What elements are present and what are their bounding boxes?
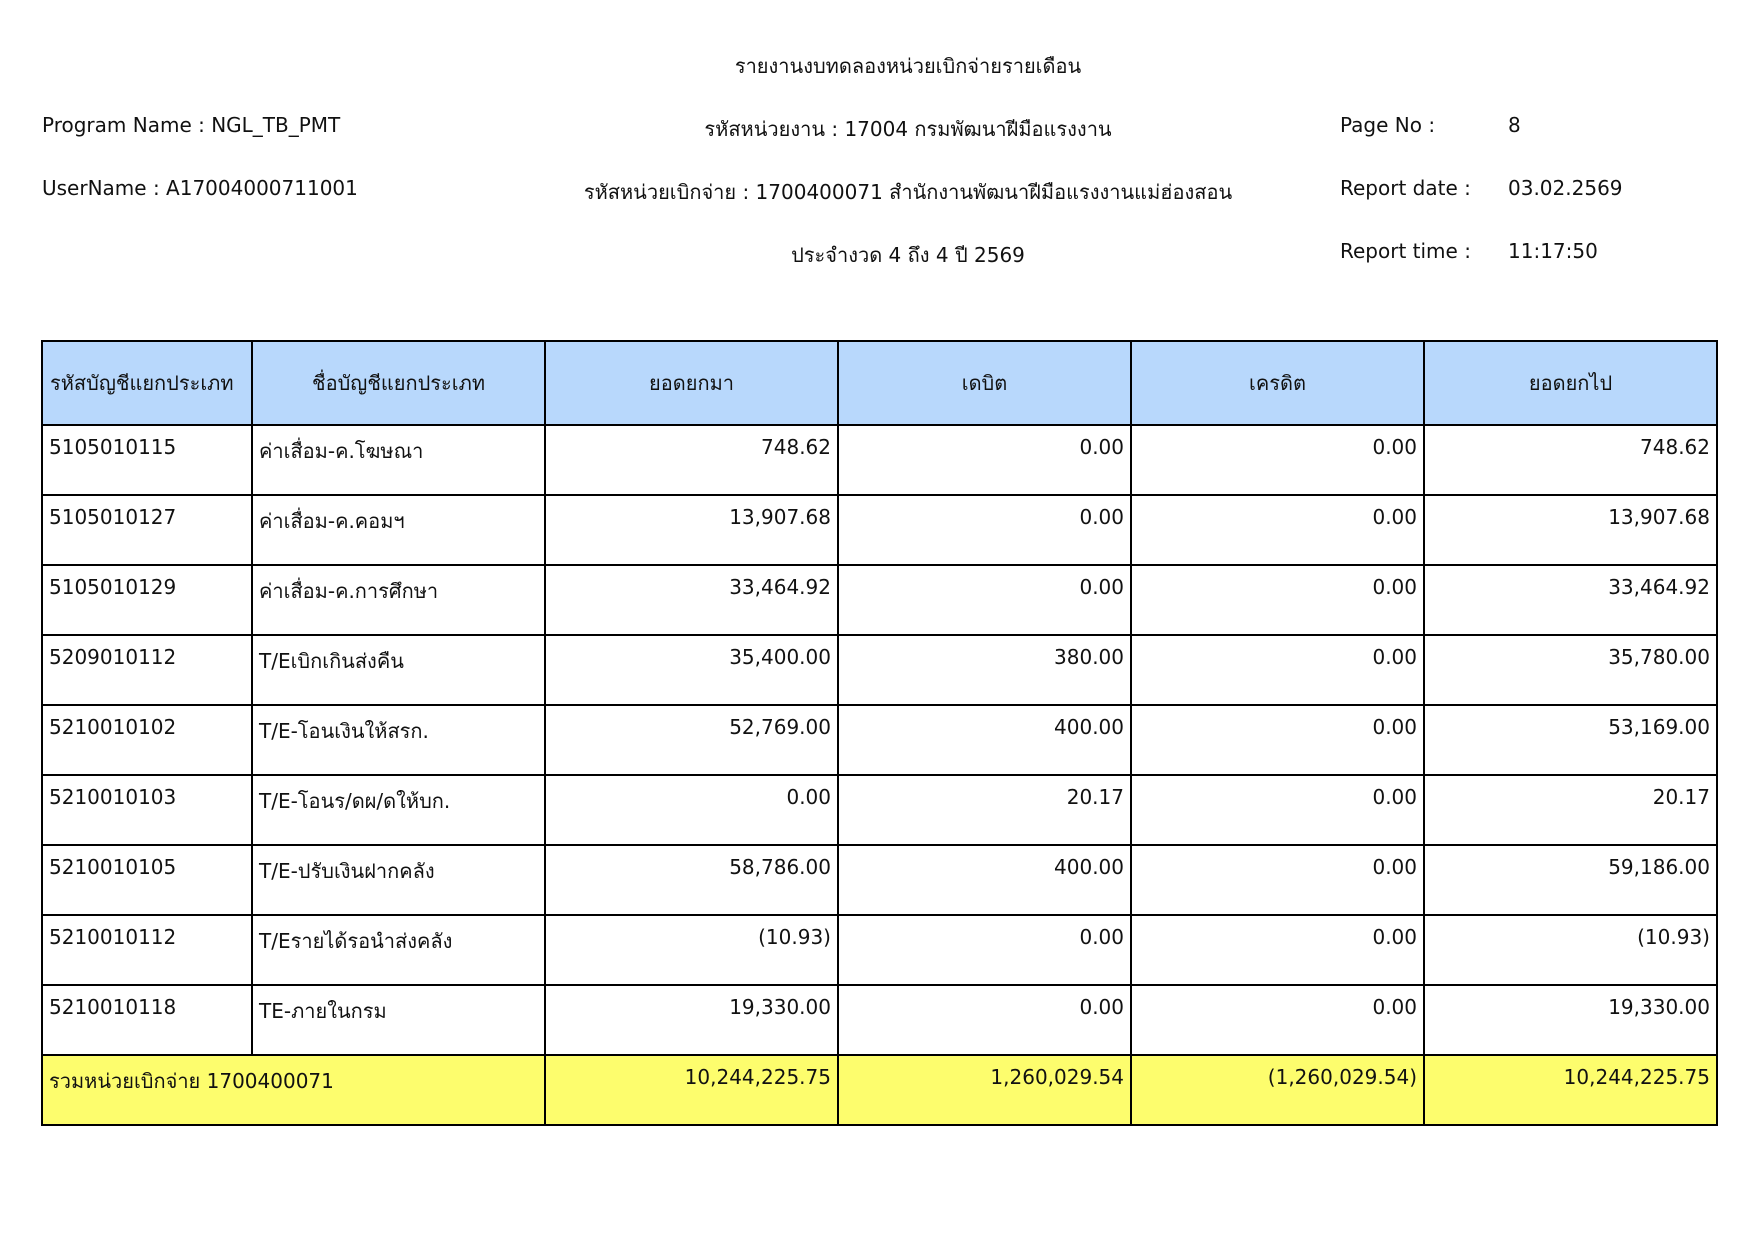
cell-debit: 20.17	[838, 775, 1131, 845]
total-label: รวมหน่วยเบิกจ่าย 1700400071	[42, 1055, 545, 1125]
report-time-label: Report time :	[1340, 239, 1471, 263]
cell-brought-forward: 58,786.00	[545, 845, 838, 915]
cell-debit: 380.00	[838, 635, 1131, 705]
cell-carried-forward: 13,907.68	[1424, 495, 1717, 565]
table-row	[42, 775, 1717, 845]
cell-account-code: 5209010112	[42, 635, 252, 705]
disbursing-unit: รหัสหน่วยเบิกจ่าย : 1700400071 สำนักงานพัฒนาฝีมือแรงงานแม่ฮ่องสอน	[583, 180, 1233, 204]
table-row	[42, 565, 1717, 635]
cell-brought-forward: 35,400.00	[545, 635, 838, 705]
cell-debit: 0.00	[838, 495, 1131, 565]
cell-account-code: 5210010118	[42, 985, 252, 1055]
cell-debit: 0.00	[838, 565, 1131, 635]
total-row	[42, 1055, 1717, 1125]
cell-credit: 0.00	[1131, 425, 1424, 495]
cell-brought-forward: (10.93)	[545, 915, 838, 985]
cell-account-name: T/Eเบิกเกินส่งคืน	[252, 635, 545, 705]
cell-brought-forward: 19,330.00	[545, 985, 838, 1055]
cell-carried-forward: 35,780.00	[1424, 635, 1717, 705]
cell-credit: 0.00	[1131, 495, 1424, 565]
cell-account-name: ค่าเสื่อม-ค.คอมฯ	[252, 495, 545, 565]
cell-debit: 0.00	[838, 425, 1131, 495]
col-header-credit: เครดิต	[1131, 341, 1424, 425]
agency-code: รหัสหน่วยงาน : 17004 กรมพัฒนาฝีมือแรงงาน	[704, 117, 1112, 141]
cell-carried-forward: 19,330.00	[1424, 985, 1717, 1055]
cell-carried-forward: 59,186.00	[1424, 845, 1717, 915]
cell-credit: 0.00	[1131, 985, 1424, 1055]
cell-credit: 0.00	[1131, 705, 1424, 775]
report-title: รายงานงบทดลองหน่วยเบิกจ่ายรายเดือน	[734, 54, 1082, 78]
report-period: ประจำงวด 4 ถึง 4 ปี 2569	[791, 243, 1025, 267]
cell-carried-forward: 20.17	[1424, 775, 1717, 845]
cell-account-code: 5210010112	[42, 915, 252, 985]
total-brought-forward: 10,244,225.75	[545, 1055, 838, 1125]
cell-account-code: 5105010129	[42, 565, 252, 635]
cell-account-name: T/Eรายได้รอนำส่งคลัง	[252, 915, 545, 985]
report-time-value: 11:17:50	[1508, 239, 1598, 263]
page-no-label: Page No :	[1340, 113, 1436, 137]
cell-account-name: ค่าเสื่อม-ค.การศึกษา	[252, 565, 545, 635]
trial-balance-table	[41, 340, 1718, 1126]
table-row	[42, 425, 1717, 495]
program-name: Program Name : NGL_TB_PMT	[42, 113, 341, 137]
cell-account-name: TE-ภายในกรม	[252, 985, 545, 1055]
cell-brought-forward: 748.62	[545, 425, 838, 495]
cell-brought-forward: 13,907.68	[545, 495, 838, 565]
cell-account-code: 5210010105	[42, 845, 252, 915]
col-header-carried-forward: ยอดยกไป	[1424, 341, 1717, 425]
cell-carried-forward: (10.93)	[1424, 915, 1717, 985]
cell-debit: 400.00	[838, 705, 1131, 775]
cell-debit: 400.00	[838, 845, 1131, 915]
cell-carried-forward: 748.62	[1424, 425, 1717, 495]
cell-credit: 0.00	[1131, 915, 1424, 985]
cell-account-name: T/E-โอนร/ดผ/ดให้บก.	[252, 775, 545, 845]
cell-brought-forward: 33,464.92	[545, 565, 838, 635]
table-row	[42, 705, 1717, 775]
cell-credit: 0.00	[1131, 775, 1424, 845]
cell-brought-forward: 52,769.00	[545, 705, 838, 775]
page-no-value: 8	[1508, 113, 1521, 137]
cell-carried-forward: 33,464.92	[1424, 565, 1717, 635]
report-date-label: Report date :	[1340, 176, 1471, 200]
report-date-value: 03.02.2569	[1508, 176, 1623, 200]
cell-account-name: ค่าเสื่อม-ค.โฆษณา	[252, 425, 545, 495]
cell-carried-forward: 53,169.00	[1424, 705, 1717, 775]
cell-account-code: 5210010102	[42, 705, 252, 775]
cell-account-name: T/E-โอนเงินให้สรก.	[252, 705, 545, 775]
col-header-account-code: รหัสบัญชีแยกประเภท	[42, 341, 252, 425]
cell-debit: 0.00	[838, 915, 1131, 985]
cell-account-code: 5210010103	[42, 775, 252, 845]
table-row	[42, 495, 1717, 565]
table-row	[42, 635, 1717, 705]
table-header-row	[42, 341, 1717, 425]
table-row	[42, 985, 1717, 1055]
col-header-debit: เดบิต	[838, 341, 1131, 425]
cell-account-name: T/E-ปรับเงินฝากคลัง	[252, 845, 545, 915]
cell-brought-forward: 0.00	[545, 775, 838, 845]
col-header-account-name: ชื่อบัญชีแยกประเภท	[252, 341, 545, 425]
cell-debit: 0.00	[838, 985, 1131, 1055]
table-row	[42, 915, 1717, 985]
cell-credit: 0.00	[1131, 845, 1424, 915]
total-debit: 1,260,029.54	[838, 1055, 1131, 1125]
total-credit: (1,260,029.54)	[1131, 1055, 1424, 1125]
cell-account-code: 5105010127	[42, 495, 252, 565]
username: UserName : A17004000711001	[42, 176, 358, 200]
table-row	[42, 845, 1717, 915]
cell-credit: 0.00	[1131, 565, 1424, 635]
total-carried-forward: 10,244,225.75	[1424, 1055, 1717, 1125]
cell-credit: 0.00	[1131, 635, 1424, 705]
cell-account-code: 5105010115	[42, 425, 252, 495]
col-header-brought-forward: ยอดยกมา	[545, 341, 838, 425]
